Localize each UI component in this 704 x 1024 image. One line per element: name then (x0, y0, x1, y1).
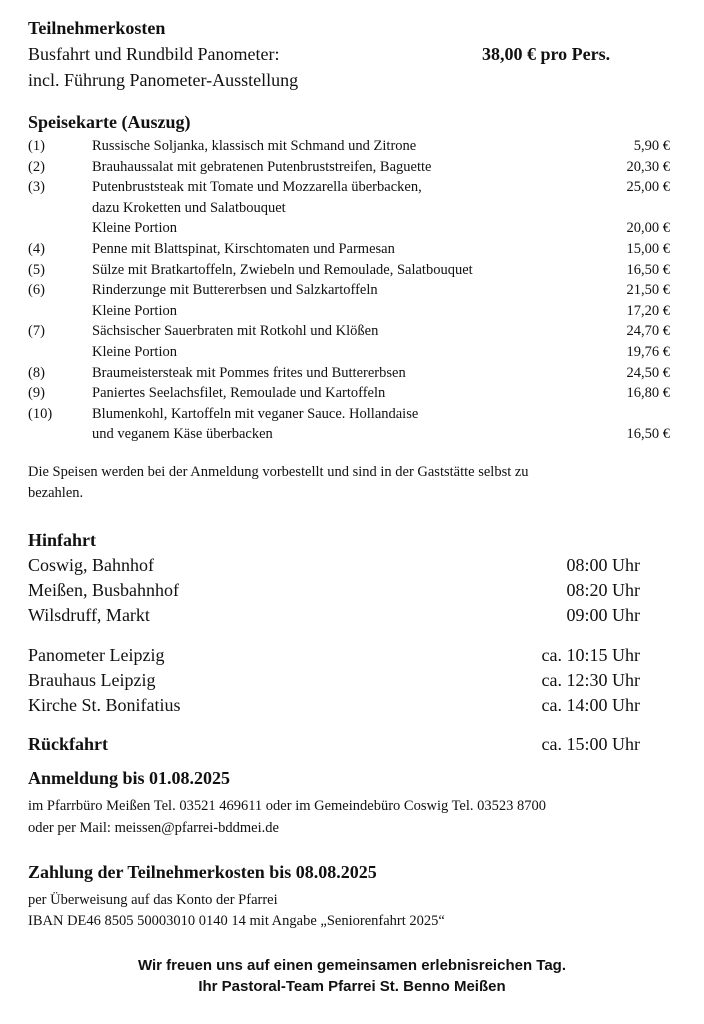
menu-row (28, 218, 670, 238)
menu-heading: Speisekarte (Auszug) (28, 112, 191, 132)
payment-line1: per Überweisung auf das Konto der Pfarrei (28, 892, 278, 908)
closing-line2: Ihr Pastoral-Team Pfarrei St. Benno Meißen (198, 978, 506, 995)
menu-item-description: Sülze mit Bratkartoffeln, Zwiebeln und Remoulade, Salatbouquet (92, 261, 473, 278)
menu-item-price: 5,90 € (633, 138, 670, 154)
menu-item-description: und veganem Käse überbacken (92, 426, 273, 443)
menu-item-price: 20,00 € (626, 220, 670, 237)
closing-line1: Wir freuen uns auf einen gemeinsamen erlebnisreichen Tag. (137, 957, 567, 974)
stop-place: Meißen, Busbahnhof (28, 580, 179, 600)
stop-row (28, 578, 640, 602)
menu-note-line1: Die Speisen werden bei der Anmeldung vorbestellt und sind in der Gaststätte selbst zu (28, 464, 529, 480)
program-place: Panometer Leipzig (28, 645, 165, 665)
registration-heading: Anmeldung bis 01.08.2025 (28, 768, 231, 788)
program-time: ca. 14:00 Uhr (541, 695, 640, 715)
payment-heading: Zahlung der Teilnehmerkosten bis 08.08.2025 (28, 862, 377, 882)
menu-item-number: (6) (28, 282, 45, 299)
stop-place: Wilsdruff, Markt (28, 605, 150, 625)
return-row (28, 732, 640, 756)
menu-row (28, 136, 670, 156)
menu-row (28, 239, 670, 259)
menu-item-description: Braumeistersteak mit Pommes frites und Buttererbsen (92, 364, 406, 381)
menu-row (28, 321, 670, 341)
program-row (28, 668, 640, 692)
menu-note-line2: bezahlen. (28, 485, 84, 501)
menu-item-number: (10) (28, 405, 53, 422)
menu-row (28, 177, 670, 197)
menu-row (28, 260, 670, 280)
costs-price: 38,00 € pro Pers. (482, 44, 611, 64)
menu-item-description: Kleine Portion (92, 220, 177, 237)
menu-item-price: 20,30 € (626, 158, 670, 175)
menu-item-number: (3) (28, 179, 45, 196)
menu-item-description: Penne mit Blattspinat, Kirschtomaten und Parmesan (92, 241, 395, 257)
costs-heading: Teilnehmerkosten (28, 18, 166, 38)
stop-time: 09:00 Uhr (566, 605, 640, 625)
menu-item-number: (4) (28, 241, 45, 257)
menu-item-number: (2) (28, 158, 45, 175)
menu-item-description: Sächsischer Sauerbraten mit Rotkohl und Klößen (92, 323, 379, 340)
menu-item-number: (7) (28, 323, 45, 340)
costs-line-tour: incl. Führung Panometer-Ausstellung (28, 70, 299, 90)
menu-item-description: Brauhaussalat mit gebratenen Putenbruststreifen, Baguette (92, 158, 432, 175)
menu-item-price: 16,50 € (626, 426, 670, 443)
program-place: Brauhaus Leipzig (28, 670, 156, 690)
menu-item-price: 24,70 € (626, 323, 670, 340)
registration-line1: im Pfarrbüro Meißen Tel. 03521 469611 oder im Gemeindebüro Coswig Tel. 03523 8700 (28, 798, 547, 814)
menu-item-price: 21,50 € (626, 282, 670, 299)
menu-row (28, 424, 670, 444)
menu-item-price: 15,00 € (626, 241, 670, 257)
program-time: ca. 12:30 Uhr (541, 670, 640, 690)
menu-item-number: (5) (28, 261, 45, 278)
program-time: ca. 10:15 Uhr (541, 645, 640, 665)
menu-item-price: 17,20 € (626, 302, 670, 319)
menu-row (28, 342, 670, 362)
menu-item-price: 16,50 € (626, 261, 670, 278)
menu-item-description: Kleine Portion (92, 302, 177, 319)
stop-time: 08:00 Uhr (566, 555, 640, 575)
stop-row (28, 603, 640, 627)
outbound-heading: Hinfahrt (28, 530, 97, 550)
menu-row (28, 301, 670, 321)
program-row (28, 693, 640, 717)
menu-row (28, 383, 670, 403)
menu-item-description: Russische Soljanka, klassisch mit Schmand und Zitrone (92, 138, 417, 154)
menu-row (28, 157, 670, 177)
payment-line2: IBAN DE46 8505 50003010 0140 14 mit Angabe „Seniorenfahrt 2025“ (28, 913, 445, 929)
menu-item-description: Putenbruststeak mit Tomate und Mozzarella überbacken, (92, 179, 422, 196)
menu-item-description: dazu Kroketten und Salatbouquet (92, 199, 286, 216)
stop-place: Coswig, Bahnhof (28, 555, 154, 575)
menu-row (28, 363, 670, 383)
registration-line2: oder per Mail: meissen@pfarrei-bddmei.de (28, 820, 279, 836)
menu-item-description: Paniertes Seelachsfilet, Remoulade und Kartoffeln (92, 385, 386, 402)
costs-line-bus: Busfahrt und Rundbild Panometer: (28, 44, 280, 64)
menu-row (28, 198, 670, 218)
menu-item-price: 24,50 € (626, 364, 670, 381)
menu-item-price: 19,76 € (626, 344, 670, 360)
program-place: Kirche St. Bonifatius (28, 695, 181, 715)
menu-row (28, 404, 670, 424)
stop-time: 08:20 Uhr (566, 580, 640, 600)
program-row (28, 643, 640, 667)
menu-item-description: Kleine Portion (92, 344, 177, 360)
return-heading: Rückfahrt (28, 734, 108, 754)
menu-item-description: Blumenkohl, Kartoffeln mit veganer Sauce. Hollandaise (92, 405, 419, 422)
menu-item-number: (9) (28, 385, 45, 402)
return-time: ca. 15:00 Uhr (541, 734, 640, 754)
menu-item-price: 25,00 € (626, 179, 670, 196)
menu-item-number: (8) (28, 364, 45, 381)
menu-item-number: (1) (28, 138, 45, 154)
menu-item-description: Rinderzunge mit Buttererbsen und Salzkartoffeln (92, 282, 378, 299)
menu-row (28, 280, 670, 300)
stop-row (28, 553, 640, 577)
menu-item-price: 16,80 € (626, 385, 670, 402)
